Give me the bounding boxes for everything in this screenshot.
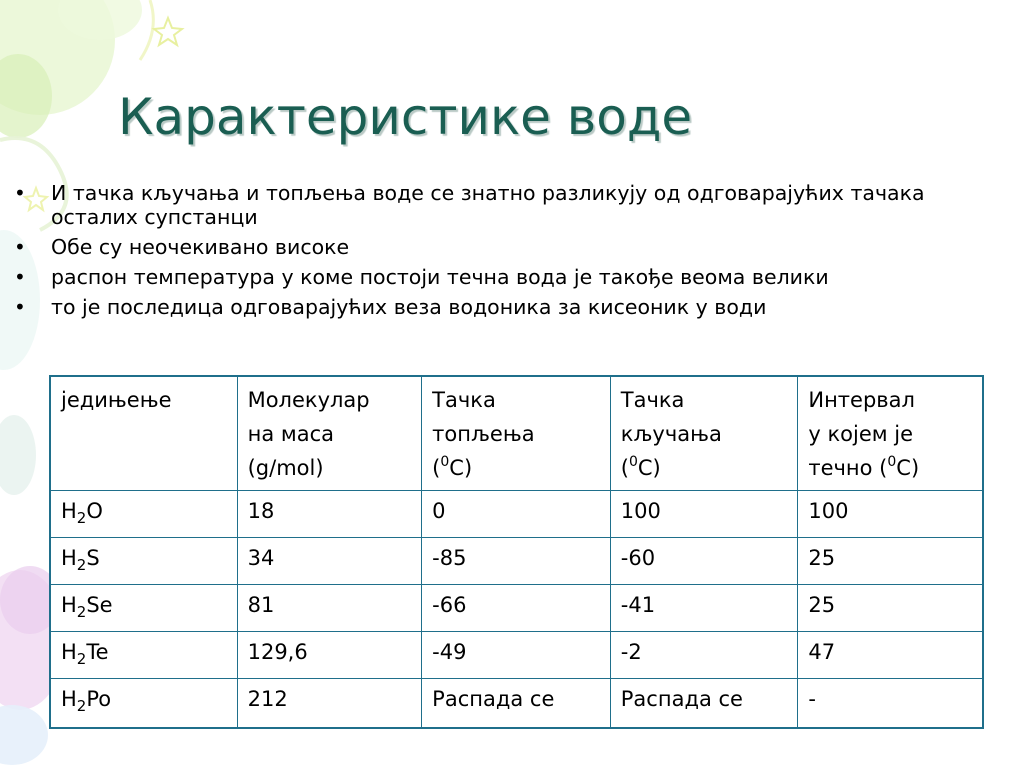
table-row bbox=[50, 632, 983, 679]
bullet-item bbox=[14, 295, 1004, 319]
cell-liquid-interval: 100 bbox=[798, 491, 983, 538]
bullet-item bbox=[14, 265, 1004, 289]
table-row bbox=[50, 538, 983, 585]
table-row bbox=[50, 585, 983, 632]
cell-liquid-interval: 47 bbox=[798, 632, 983, 679]
water-properties-table bbox=[49, 375, 984, 729]
bullet-icon: • bbox=[14, 235, 26, 259]
bullet-text: то је последица одговарајућих веза водоника за кисеоник у води bbox=[51, 295, 767, 319]
bullet-text: Обе су неочекивано високе bbox=[51, 235, 350, 259]
cell-boiling-point: -60 bbox=[610, 538, 798, 585]
cell-molar-mass: 81 bbox=[237, 585, 422, 632]
cell-molar-mass: 129,6 bbox=[237, 632, 422, 679]
bullet-icon: • bbox=[14, 181, 26, 205]
bullet-text: распон температура у коме постоји течна вода је такође веома велики bbox=[51, 265, 829, 289]
cell-compound: $H_2Te$ bbox=[50, 632, 237, 679]
table-row bbox=[50, 491, 983, 538]
cell-melting-point: 0 bbox=[422, 491, 611, 538]
cell-compound: $H_2S$ bbox=[50, 538, 237, 585]
cell-liquid-interval: - bbox=[798, 679, 983, 729]
cell-compound: $H_2Se$ bbox=[50, 585, 237, 632]
cell-boiling-point: -41 bbox=[610, 585, 798, 632]
header-liquid-interval: Интервал у којем је течно ($^0$C) bbox=[798, 376, 983, 491]
cell-melting-point: -85 bbox=[422, 538, 611, 585]
cell-compound: $H_2O$ bbox=[50, 491, 237, 538]
bullet-item bbox=[14, 235, 1004, 259]
cell-molar-mass: 34 bbox=[237, 538, 422, 585]
bullet-item bbox=[14, 181, 1004, 229]
cell-melting-point: -49 bbox=[422, 632, 611, 679]
table-header-row bbox=[50, 376, 983, 491]
slide-title: Карактеристике воде bbox=[118, 88, 693, 146]
header-boiling-point: Тачка кључања ($^0$C) bbox=[610, 376, 798, 491]
bullet-text: И тачка кључања и топљења воде се знатно разликују од одговарајућих тачака осталих супстанци bbox=[51, 181, 925, 229]
bullet-list bbox=[14, 181, 1004, 325]
cell-compound: $H_2Po$ bbox=[50, 679, 237, 729]
cell-boiling-point: 100 bbox=[610, 491, 798, 538]
header-compound: једињење bbox=[50, 376, 237, 491]
bullet-icon: • bbox=[14, 295, 26, 319]
cell-melting-point: Распада се bbox=[422, 679, 611, 729]
cell-liquid-interval: 25 bbox=[798, 585, 983, 632]
header-molar-mass: Молекулар на маса (g/mol) bbox=[237, 376, 422, 491]
cell-melting-point: -66 bbox=[422, 585, 611, 632]
header-melting-point: Тачка топљења ($^0$C) bbox=[422, 376, 611, 491]
cell-molar-mass: 18 bbox=[237, 491, 422, 538]
cell-molar-mass: 212 bbox=[237, 679, 422, 729]
cell-boiling-point: Распада се bbox=[610, 679, 798, 729]
bullet-icon: • bbox=[14, 265, 26, 289]
cell-liquid-interval: 25 bbox=[798, 538, 983, 585]
cell-boiling-point: -2 bbox=[610, 632, 798, 679]
table-row bbox=[50, 679, 983, 729]
